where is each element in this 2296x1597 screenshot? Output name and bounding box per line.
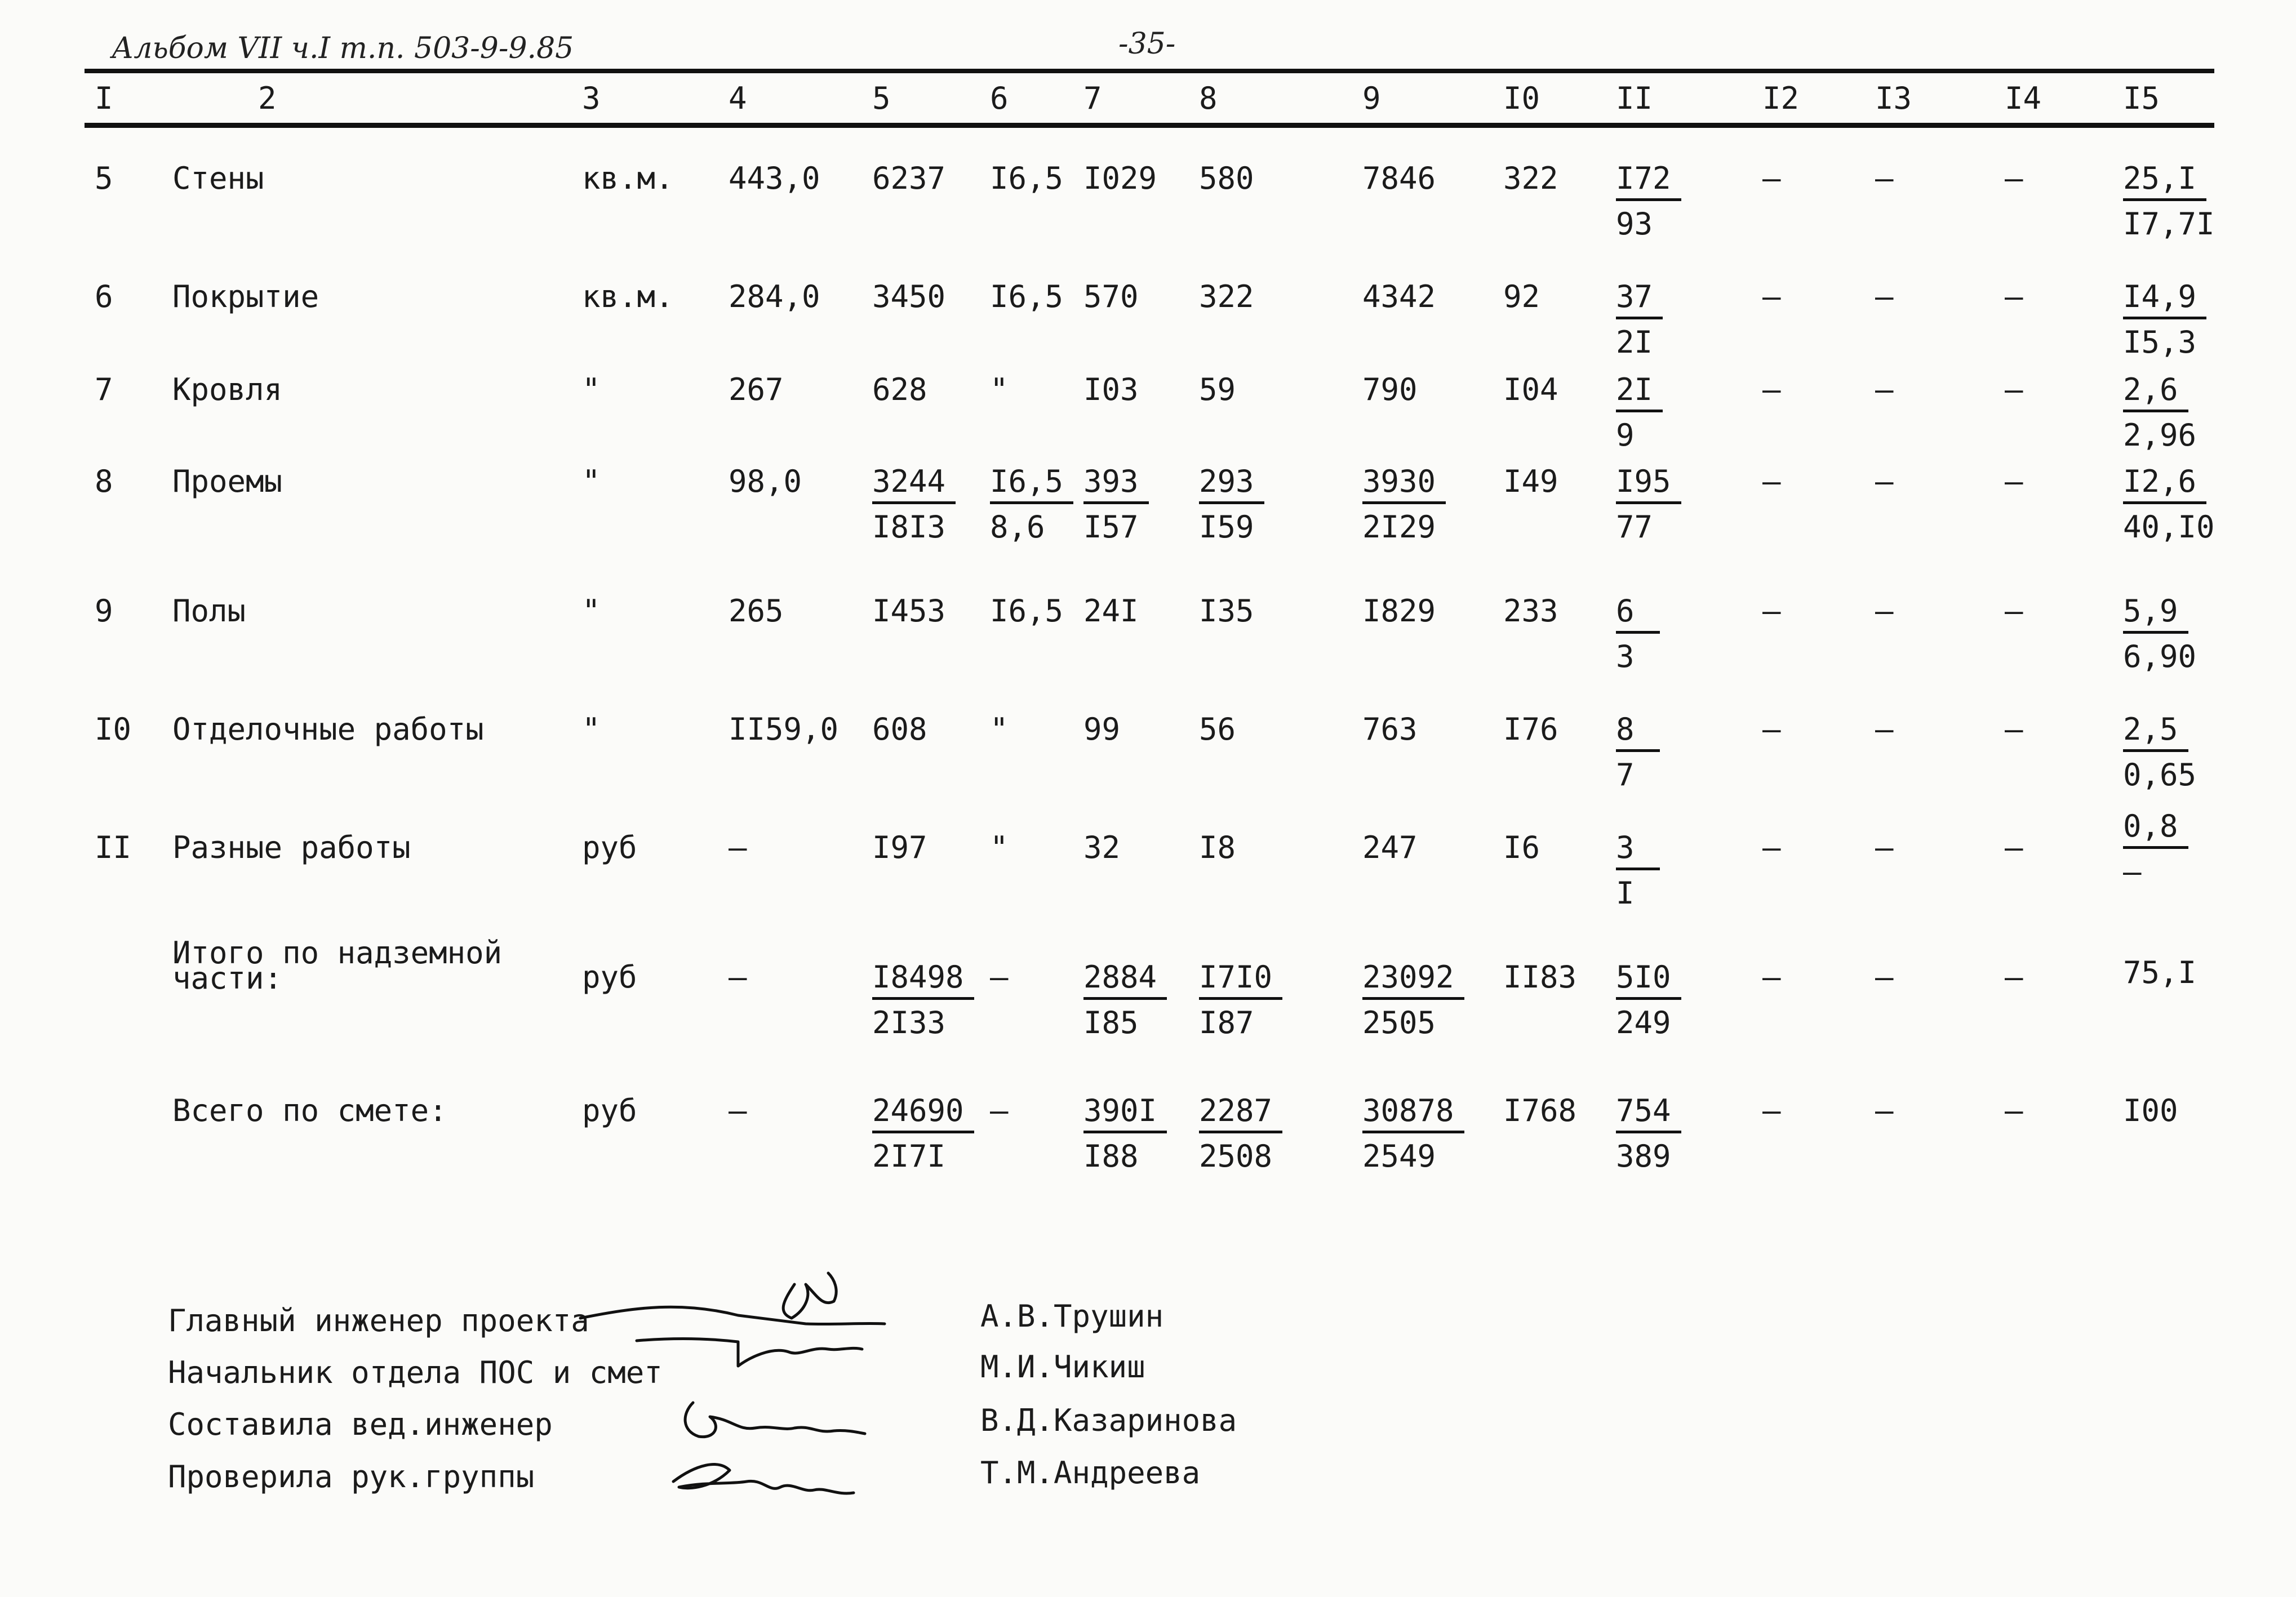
frac-top: 5,9 [2123,596,2188,634]
cell-c8: 59 [1199,372,1236,407]
row-number: 9 [95,593,113,629]
total-c8 [1199,1093,1282,1174]
col-header-4: 4 [729,81,747,116]
cell-c11 [1616,161,1681,242]
cell-c11 [1616,279,1663,360]
row-number: II [95,830,132,865]
cell-c15 [2123,464,2215,545]
total-c12: – [1762,1093,1781,1128]
cell-c8 [1199,464,1264,545]
cell-c7: I029 [1083,161,1157,196]
cell-c9: I829 [1362,593,1436,629]
frac-top: I2,6 [2123,466,2206,504]
frac-bottom: 77 [1616,509,1653,545]
cell-c13: – [1875,593,1894,629]
frac-bottom: 389 [1616,1138,1671,1174]
col-header-10: I0 [1503,81,1540,116]
header-rule-top [85,69,2214,73]
total-c10: I768 [1503,1093,1577,1128]
signature-role: Проверила рук.группы [168,1459,535,1494]
signature-name: В.Д.Казаринова [980,1403,1237,1438]
subtotal-c13: – [1875,959,1894,995]
row-unit: кв.м. [582,161,674,196]
cell-c13: – [1875,279,1894,314]
row-name: Отделочные работы [172,711,484,747]
row-number: 5 [95,161,113,196]
row-number: 6 [95,279,113,314]
cell-c8: 322 [1199,279,1254,314]
cell-c12: – [1762,161,1781,196]
row-unit: " [582,464,601,499]
total-c9 [1362,1093,1464,1174]
cell-c5: I453 [872,593,946,629]
col-header-7: 7 [1083,81,1102,116]
cell-c11 [1616,593,1660,674]
cell-c14: – [2005,593,2023,629]
album-note: Альбом VII ч.I т.п. 503-9-9.85 [112,32,574,65]
total-c6: – [990,1093,1009,1128]
cell-c13: – [1875,711,1894,747]
cell-c5: 608 [872,711,927,747]
frac-bottom: I57 [1083,509,1139,545]
frac-top: 0,8 [2123,811,2188,849]
subtotal-c15: 75,I [2123,955,2197,990]
cell-c10: I04 [1503,372,1558,407]
frac-bottom: 6,90 [2123,639,2197,674]
cell-c9: 790 [1362,372,1418,407]
subtotal-unit: руб [582,959,637,995]
cell-c5: 628 [872,372,927,407]
frac-bottom: I5,3 [2123,324,2197,360]
cell-c6 [990,464,1073,545]
col-header-9: 9 [1362,81,1381,116]
cell-c12: – [1762,830,1781,865]
cell-c11 [1616,711,1660,793]
frac-bottom: 2,96 [2123,417,2197,453]
cell-c8: 56 [1199,711,1236,747]
row-name: Полы [172,593,246,629]
cell-c10: I49 [1503,464,1558,499]
handwritten-signature-andreeva [668,1448,859,1510]
frac-top: 3930 [1362,466,1446,504]
frac-top: I6,5 [990,466,1073,504]
cell-c8: 580 [1199,161,1254,196]
subtotal-c4: – [729,959,747,995]
cell-c15 [2123,161,2215,242]
cell-c12: – [1762,279,1781,314]
signature-name: А.В.Трушин [980,1298,1164,1334]
cell-c11 [1616,464,1681,545]
cell-c15 [2123,372,2197,453]
handwritten-signature-kazarinova [670,1391,873,1448]
subtotal-c6: – [990,959,1009,995]
cell-c14: – [2005,161,2023,196]
col-header-3: 3 [582,81,601,116]
frac-top: 393 [1083,466,1149,504]
row-name: Разные работы [172,830,411,865]
row-unit: руб [582,830,637,865]
signature-role: Составила вед.инженер [168,1407,553,1442]
cell-c8: I8 [1199,830,1236,865]
frac-bottom: – [2123,854,2142,889]
cell-c4: 265 [729,593,784,629]
row-unit: " [582,593,601,629]
frac-top: 30878 [1362,1096,1464,1133]
cell-c7: 24I [1083,593,1139,629]
total-unit: руб [582,1093,637,1128]
subtotal-label-line1: Итого по надземной [172,935,503,971]
handwritten-signature [569,1262,918,1391]
frac-top: 2,6 [2123,375,2188,412]
frac-top: 2,5 [2123,714,2188,752]
cell-c9: 763 [1362,711,1418,747]
frac-bottom: 2508 [1199,1138,1273,1174]
frac-bottom: I [1616,875,1635,911]
subtotal-c11 [1616,959,1681,1040]
cell-c15 [2123,279,2206,360]
cell-c13: – [1875,372,1894,407]
cell-c12: – [1762,593,1781,629]
cell-c14: – [2005,711,2023,747]
row-number: 7 [95,372,113,407]
cell-c10: 233 [1503,593,1558,629]
frac-top: 23092 [1362,962,1464,1000]
cell-c6: I6,5 [990,161,1064,196]
signature-name: М.И.Чикиш [980,1349,1145,1385]
col-header-15: I5 [2123,81,2160,116]
subtotal-c8 [1199,959,1282,1040]
frac-top: 2287 [1199,1096,1282,1133]
cell-c4: – [729,830,747,865]
page-number: -35- [1118,27,1176,61]
frac-top: I95 [1616,466,1681,504]
cell-c5 [872,464,956,545]
frac-top: 8 [1616,714,1660,752]
col-header-11: II [1616,81,1653,116]
cell-c4: 284,0 [729,279,820,314]
frac-top: 5I0 [1616,962,1681,1000]
cell-c4: 98,0 [729,464,802,499]
frac-bottom: 3 [1616,639,1635,674]
frac-top: 3244 [872,466,956,504]
cell-c7: I03 [1083,372,1139,407]
cell-c5: 3450 [872,279,946,314]
cell-c13: – [1875,830,1894,865]
frac-bottom: I8I3 [872,509,946,545]
cell-c9: 4342 [1362,279,1436,314]
cell-c14: – [2005,830,2023,865]
col-header-12: I2 [1762,81,1800,116]
frac-top: I72 [1616,163,1681,201]
subtotal-c7 [1083,959,1167,1040]
subtotal-c10: II83 [1503,959,1577,995]
frac-bottom: 8,6 [990,509,1045,545]
cell-c15 [2123,711,2197,793]
cell-c10: I6 [1503,830,1540,865]
cell-c15 [2123,808,2188,889]
row-name: Стены [172,161,264,196]
row-number: I0 [95,711,132,747]
row-unit: кв.м. [582,279,674,314]
cell-c14: – [2005,279,2023,314]
cell-c13: – [1875,161,1894,196]
cell-c8: I35 [1199,593,1254,629]
frac-bottom: 0,65 [2123,757,2197,793]
frac-bottom: 2I [1616,324,1653,360]
frac-top: 3 [1616,833,1660,870]
header-rule-bottom [85,123,2214,128]
cell-c4: 267 [729,372,784,407]
cell-c9: 7846 [1362,161,1436,196]
subtotal-c14: – [2005,959,2023,995]
frac-top: 390I [1083,1096,1167,1133]
total-c4: – [729,1093,747,1128]
frac-top: 25,I [2123,163,2206,201]
total-label: Всего по смете: [172,1093,447,1128]
total-c14: – [2005,1093,2023,1128]
col-header-8: 8 [1199,81,1218,116]
cell-c7: 32 [1083,830,1121,865]
cell-c6: " [990,372,1009,407]
frac-bottom: I59 [1199,509,1254,545]
cell-c6: I6,5 [990,593,1064,629]
cell-c14: – [2005,464,2023,499]
signature-role: Начальник отдела ПОС и смет [168,1355,663,1390]
frac-bottom: 2549 [1362,1138,1436,1174]
frac-top: 2I [1616,375,1663,412]
cell-c6: " [990,830,1009,865]
cell-c10: 92 [1503,279,1540,314]
subtotal-c5 [872,959,974,1040]
subtotal-c12: – [1762,959,1781,995]
frac-bottom: 93 [1616,206,1653,242]
col-header-14: I4 [2005,81,2042,116]
cell-c11 [1616,372,1663,453]
cell-c13: – [1875,464,1894,499]
cell-c7 [1083,464,1149,545]
cell-c11 [1616,830,1660,911]
frac-top: 754 [1616,1096,1681,1133]
cell-c12: – [1762,372,1781,407]
frac-bottom: 40,I0 [2123,509,2215,545]
frac-bottom: I85 [1083,1005,1139,1040]
row-number: 8 [95,464,113,499]
cell-c6: " [990,711,1009,747]
cell-c4: II59,0 [729,711,839,747]
total-c13: – [1875,1093,1894,1128]
cell-c10: 322 [1503,161,1558,196]
frac-top: 37 [1616,282,1663,319]
row-unit: " [582,372,601,407]
row-name: Кровля [172,372,283,407]
frac-top: 2884 [1083,962,1167,1000]
frac-bottom: 2I33 [872,1005,946,1040]
cell-c15 [2123,593,2197,674]
col-header-13: I3 [1875,81,1912,116]
row-name: Покрытие [172,279,319,314]
cell-c9: 247 [1362,830,1418,865]
frac-bottom: 249 [1616,1005,1671,1040]
frac-top: I8498 [872,962,974,1000]
row-unit: " [582,711,601,747]
row-name: Проемы [172,464,283,499]
frac-top: I7I0 [1199,962,1282,1000]
frac-top: 6 [1616,596,1660,634]
col-header-2: 2 [258,81,277,116]
total-c5 [872,1093,974,1174]
cell-c5: I97 [872,830,927,865]
total-c15: I00 [2123,1093,2178,1128]
frac-bottom: 2I29 [1362,509,1436,545]
cell-c14: – [2005,372,2023,407]
cell-c12: – [1762,711,1781,747]
total-c11 [1616,1093,1681,1174]
frac-bottom: 2505 [1362,1005,1436,1040]
cell-c12: – [1762,464,1781,499]
frac-bottom: I88 [1083,1138,1139,1174]
frac-bottom: I7,7I [2123,206,2215,242]
col-header-1: I [95,81,113,116]
frac-bottom: 9 [1616,417,1635,453]
cell-c9 [1362,464,1446,545]
cell-c7: 570 [1083,279,1139,314]
frac-top: 24690 [872,1096,974,1133]
cell-c6: I6,5 [990,279,1064,314]
cell-c7: 99 [1083,711,1121,747]
col-header-5: 5 [872,81,891,116]
frac-bottom: 2I7I [872,1138,946,1174]
cell-c10: I76 [1503,711,1558,747]
frac-top: 293 [1199,466,1264,504]
cell-c5: 6237 [872,161,946,196]
subtotal-c9 [1362,959,1464,1040]
frac-bottom: I87 [1199,1005,1254,1040]
signature-role: Главный инженер проекта [168,1303,589,1338]
col-header-6: 6 [990,81,1009,116]
total-c7 [1083,1093,1167,1174]
frac-top: I4,9 [2123,282,2206,319]
signature-name: Т.М.Андреева [980,1455,1201,1491]
cell-c4: 443,0 [729,161,820,196]
subtotal-label-line2: части: [172,960,283,996]
frac-bottom: 7 [1616,757,1635,793]
